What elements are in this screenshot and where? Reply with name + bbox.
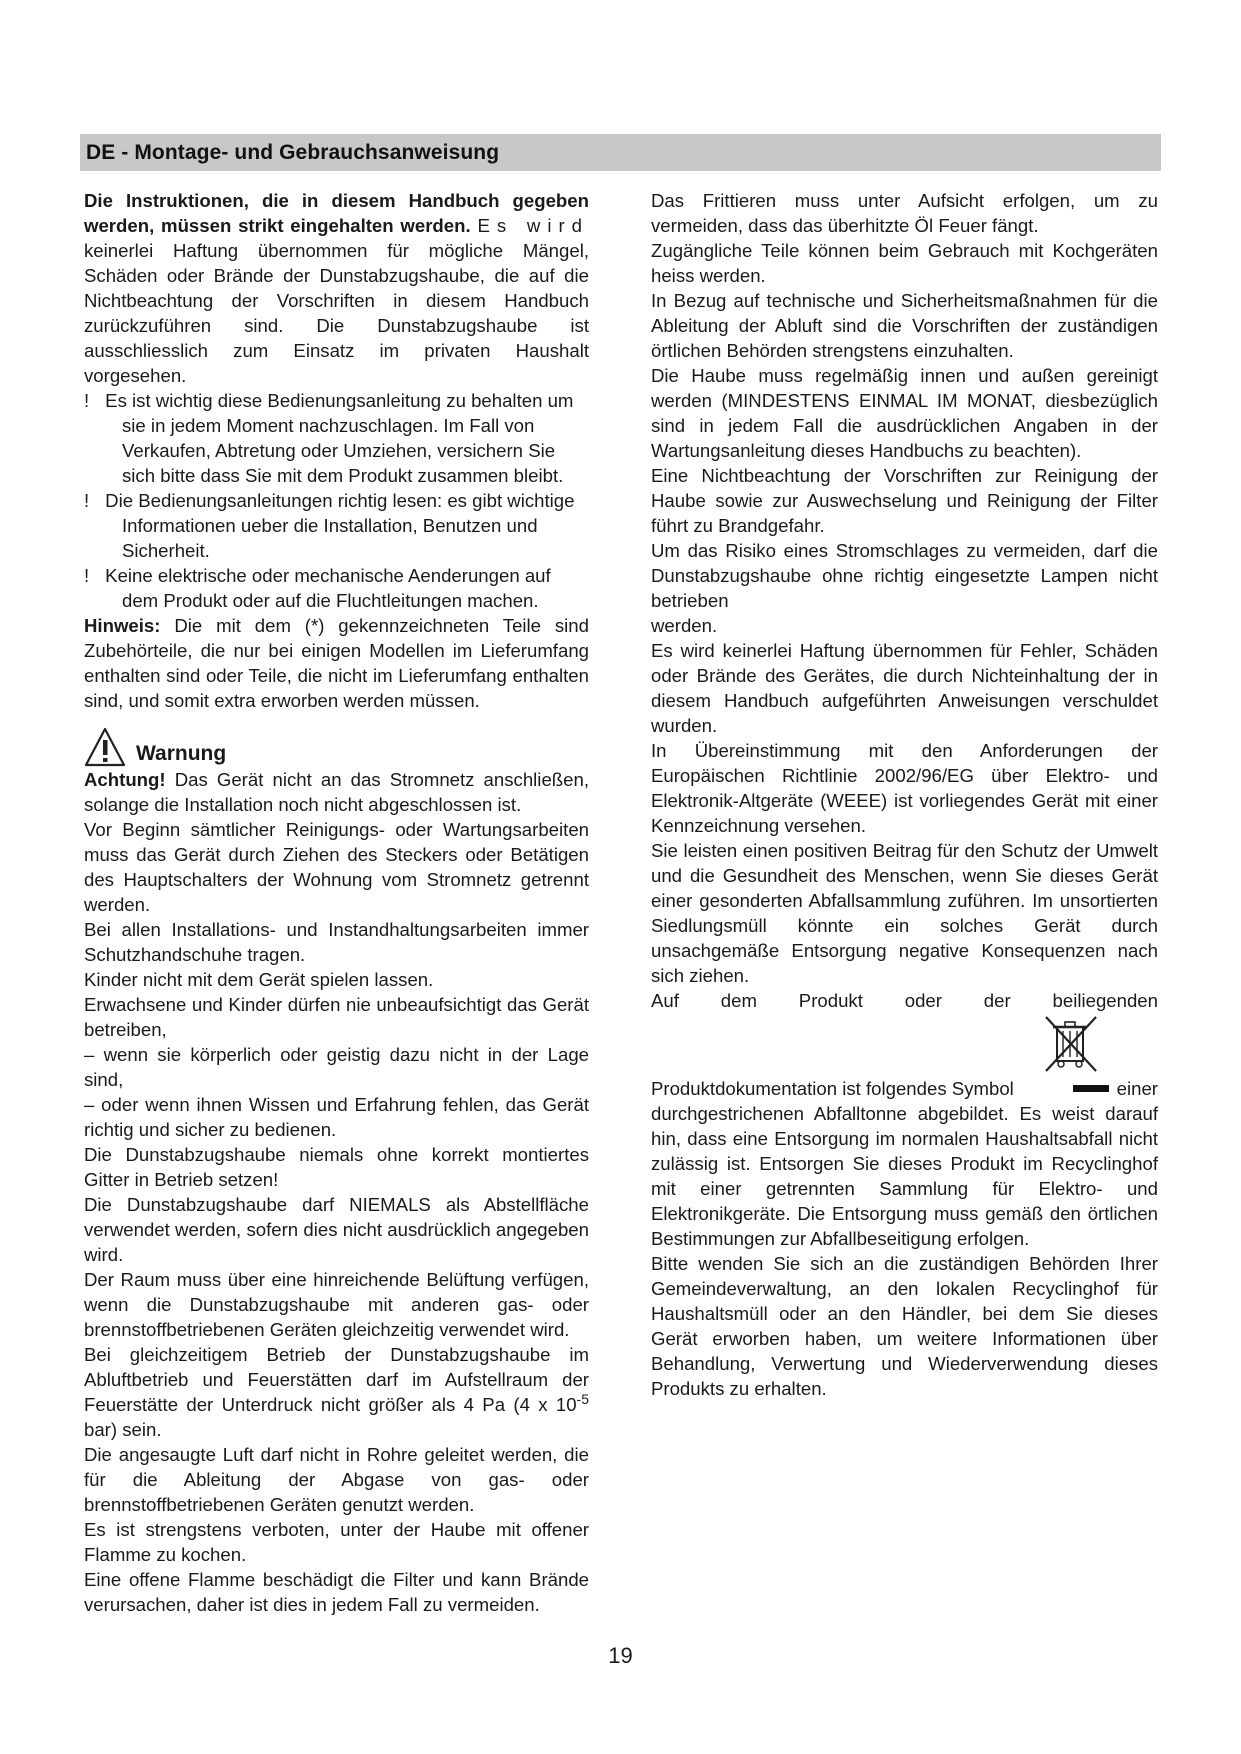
- warning-paragraph: Die Dunstabzugshaube darf NIEMALS als Abstellfläche verwendet werden, sofern dies nicht ausdrücklich angegeben wird.: [84, 1194, 589, 1265]
- notice-item: [84, 488, 589, 563]
- pressure-text: Bei gleichzeitigem Betrieb der Dunstabzugshaube im Abluftbetrieb und Feuerstätten darf im Aufstellraum der Feuerstätte der Unterdruck nicht größer als 4 Pa (4 x 10: [84, 1344, 589, 1415]
- hinweis-paragraph: [84, 613, 589, 713]
- safety-paragraph: Es wird keinerlei Haftung übernommen für Fehler, Schäden oder Brände des Gerätes, die durch Nichteinhaltung der in diesem Handbuch aufgeführten Anweisungen verschuldet wurden.: [651, 640, 1158, 736]
- crossed-bin-icon: [1041, 1013, 1101, 1075]
- pressure-text-end: bar) sein.: [84, 1419, 162, 1440]
- warning-paragraph: – wenn sie körperlich oder geistig dazu nicht in der Lage sind,: [84, 1044, 589, 1090]
- safety-paragraph: werden.: [651, 615, 718, 636]
- weee-symbol-area: [651, 1013, 1158, 1076]
- safety-paragraph: Um das Risiko eines Stromschlages zu vermeiden, darf die Dunstabzugshaube ohne richtig eingesetzte Lampen nicht betrieben: [651, 540, 1158, 611]
- pressure-paragraph: [84, 1342, 589, 1442]
- warning-paragraph: – oder wenn ihnen Wissen und Erfahrung fehlen, das Gerät richtig und sicher zu bedienen.: [84, 1094, 589, 1140]
- warning-paragraph: Es ist strengstens verboten, unter der Haube mit offener Flamme zu kochen.: [84, 1519, 589, 1565]
- intro-rest: keinerlei Haftung übernommen für mögliche Mängel, Schäden oder Brände der Dunstabzugshaube, die auf die Nichtbeachtung der Vorschriften in diesem Handbuch zurückzuführen sind. Die Dunstabzugshaube ist ausschliesslich zum Einsatz im privaten Haushalt vorgesehen.: [84, 240, 589, 386]
- notice-text: Es ist wichtig diese Bedienungsanleitung zu behalten um sie in jedem Moment nachzuschlagen. Im Fall von Verkaufen, Abtretung oder Umziehen, versichern Sie sich bitte dass Sie mit dem Produkt zusammen bleibt.: [105, 390, 574, 486]
- warning-paragraph: Die Dunstabzugshaube niemals ohne korrekt montiertes Gitter in Betrieb setzen!: [84, 1144, 589, 1190]
- warning-paragraph: Bei allen Installations- und Instandhaltungsarbeiten immer Schutzhandschuhe tragen.: [84, 919, 589, 965]
- warning-paragraph: Vor Beginn sämtlicher Reinigungs- oder Wartungsarbeiten muss das Gerät durch Ziehen des Steckers oder Betätigen des Hauptschalters der Wohnung vom Stromnetz getrennt werden.: [84, 819, 589, 915]
- intro-paragraph: [84, 188, 589, 388]
- bin-bar-icon: [1073, 1085, 1109, 1092]
- warning-paragraph: Der Raum muss über eine hinreichende Belüftung verfügen, wenn die Dunstabzugshaube mit anderen gas- oder brennstoffbetriebenen Geräten gleichzeitig verwendet wird.: [84, 1269, 589, 1340]
- symbol-text: Produktdokumentation ist folgendes Symbol: [651, 1078, 1014, 1099]
- weee-paragraph: durchgestrichenen Abfalltonne abgebildet. Es weist darauf hin, dass eine Entsorgung im normalen Haushaltsabfall nicht zulässig ist. Entsorgen Sie dieses Produkt im Recyclinghof mit einer getrennten Sammlung für Elektro- und Elektronikgeräte. Die Entsorgung muss gemäß den örtlichen Bestimmungen zur Abfallbeseitigung erfolgen.: [651, 1103, 1158, 1249]
- warning-paragraph: Erwachsene und Kinder dürfen nie unbeaufsichtigt das Gerät betreiben,: [84, 994, 589, 1040]
- exponent: -5: [576, 1390, 589, 1407]
- warning-paragraph: Kinder nicht mit dem Gerät spielen lassen.: [84, 969, 434, 990]
- notice-item: [84, 563, 589, 613]
- safety-paragraph: Eine Nichtbeachtung der Vorschriften zur Reinigung der Haube sowie zur Auswechselung und Reinigung der Filter führt zu Brandgefahr.: [651, 465, 1158, 536]
- achtung-label: Achtung!: [84, 769, 166, 790]
- symbol-bar-group: [1055, 1076, 1158, 1101]
- warning-triangle-icon: [84, 727, 126, 767]
- weee-paragraph: Sie leisten einen positiven Beitrag für den Schutz der Umwelt und die Gesundheit des Menschen, wenn Sie dieses Gerät einer gesonderten Abfallsammlung zuführen. Im unsortierten Siedlungsmüll könnte ein solches Gerät durch unsachgemäße Entsorgung negative Konsequenzen nach sich ziehen.: [651, 840, 1158, 986]
- contact-paragraph: Bitte wenden Sie sich an die zuständigen Behörden Ihrer Gemeindeverwaltung, an den lokalen Recyclinghof für Haushaltsmüll oder an den Händler, bei dem Sie dieses Gerät erworben haben, um weitere Informationen über Behandlung, Verwertung und Wiederverwendung dieses Produkts zu erhalten.: [651, 1253, 1158, 1399]
- notice-text: Keine elektrische oder mechanische Aenderungen auf dem Produkt oder auf die Fluchtleitungen machen.: [105, 565, 551, 611]
- section-title: DE - Montage- und Gebrauchsanweisung: [86, 141, 500, 164]
- page-number: 19: [608, 1643, 633, 1668]
- safety-paragraph: In Bezug auf technische und Sicherheitsmaßnahmen für die Ableitung der Abluft sind die Vorschriften der zuständigen örtlichen Behörden strengstens einzuhalten.: [651, 290, 1158, 361]
- hinweis-label: Hinweis:: [84, 615, 161, 636]
- weee-symbol-line: Auf dem Produkt oder der beiliegenden: [651, 990, 1158, 1011]
- warning-paragraph: Die angesaugte Luft darf nicht in Rohre geleitet werden, die für die Ableitung der Abgase von gas- oder brennstoffbetriebenen Geräten genutzt werden.: [84, 1444, 589, 1515]
- left-column: [84, 188, 589, 1617]
- safety-paragraph: Die Haube muss regelmäßig innen und außen gereinigt werden (MINDESTENS EINMAL IM MONAT, diesbezüglich sind in jedem Fall die ausdrücklichen Angaben in der Wartungsanleitung dieses Handbuchs zu beachten).: [651, 365, 1158, 461]
- exclamation-icon: !: [84, 490, 90, 511]
- safety-paragraph: Das Frittieren muss unter Aufsicht erfolgen, um zu vermeiden, dass das überhitzte Öl Feuer fängt.: [651, 190, 1158, 236]
- right-column: [651, 188, 1158, 1401]
- exclamation-icon: !: [84, 565, 90, 586]
- notice-text: Die Bedienungsanleitungen richtig lesen: es gibt wichtige Informationen ueber die Installation, Benutzen und Sicherheit.: [105, 490, 575, 561]
- hinweis-text: Die mit dem (*) gekennzeichneten Teile sind Zubehörteile, die nur bei einigen Modellen im Lieferumfang enthalten sind oder Teile, die nicht im Lieferumfang enthalten sind, und somit extra erworben werden müssen.: [84, 615, 589, 711]
- weee-symbol-text: [651, 1076, 1158, 1101]
- intro-spaced: Es wird: [477, 215, 589, 236]
- notice-item: [84, 388, 589, 488]
- warning-title: Warnung: [136, 742, 227, 765]
- achtung-text: Das Gerät nicht an das Stromnetz anschließen, solange die Installation noch nicht abgeschlossen ist.: [84, 769, 589, 815]
- warning-heading: [84, 725, 589, 767]
- warning-paragraph: Eine offene Flamme beschädigt die Filter und kann Brände verursachen, daher ist dies in jedem Fall zu vermeiden.: [84, 1569, 589, 1615]
- achtung-paragraph: [84, 767, 589, 817]
- safety-paragraph: Zugängliche Teile können beim Gebrauch mit Kochgeräten heiss werden.: [651, 240, 1158, 286]
- section-header-bar: [80, 134, 1161, 171]
- intro-bold: Die Instruktionen, die in diesem Handbuch gegeben werden, müssen strikt eingehalten werden.: [84, 190, 589, 236]
- weee-paragraph: In Übereinstimmung mit den Anforderungen der Europäischen Richtlinie 2002/96/EG über Elektro- und Elektronik-Altgeräte (WEEE) ist vorliegendes Gerät mit einer Kennzeichnung versehen.: [651, 740, 1158, 836]
- exclamation-icon: !: [84, 390, 90, 411]
- symbol-text-end: einer: [1116, 1078, 1158, 1099]
